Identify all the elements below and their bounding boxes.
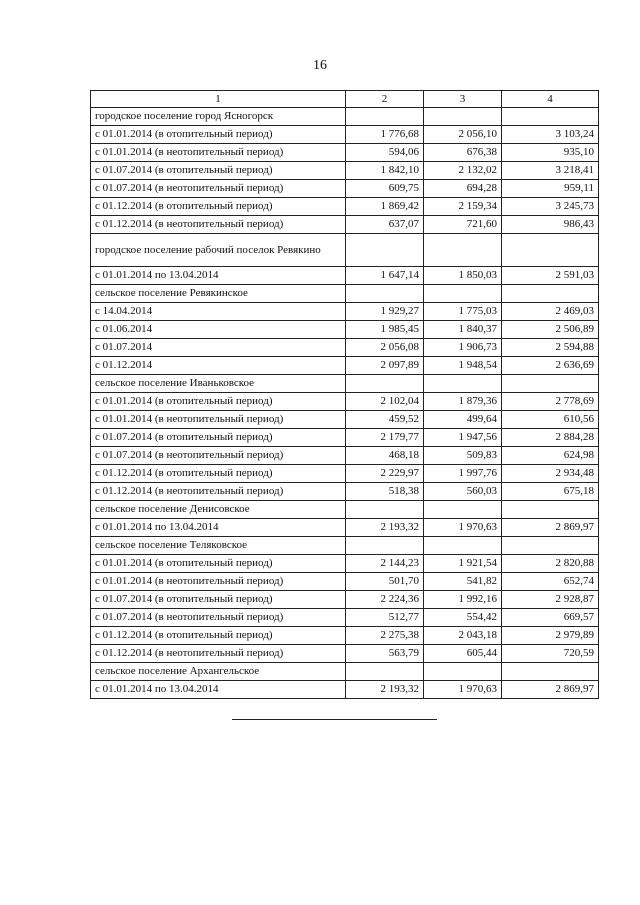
tariff-value: 3 245,73 — [502, 198, 599, 216]
table-row — [91, 267, 599, 285]
tariff-value: 518,38 — [346, 483, 424, 501]
empty-cell — [424, 663, 502, 681]
table-row — [91, 126, 599, 144]
period-label: с 01.01.2014 по 13.04.2014 — [91, 681, 346, 699]
tariff-value: 1 921,54 — [424, 555, 502, 573]
tariff-value: 935,10 — [502, 144, 599, 162]
period-label: с 01.07.2014 (в отопительный период) — [91, 429, 346, 447]
empty-cell — [502, 375, 599, 393]
table-row — [91, 645, 599, 663]
period-label: с 01.01.2014 (в отопительный период) — [91, 555, 346, 573]
tariff-value: 2 884,28 — [502, 429, 599, 447]
section-row — [91, 375, 599, 393]
tariff-value: 609,75 — [346, 180, 424, 198]
tariff-value: 2 934,48 — [502, 465, 599, 483]
empty-cell — [346, 234, 424, 267]
empty-cell — [424, 285, 502, 303]
tariff-value: 2 056,08 — [346, 339, 424, 357]
tariff-value: 1 869,42 — [346, 198, 424, 216]
section-row — [91, 501, 599, 519]
tariff-value: 554,42 — [424, 609, 502, 627]
section-title: сельское поселение Иваньковское — [91, 375, 346, 393]
period-label: с 01.01.2014 (в отопительный период) — [91, 393, 346, 411]
table-row — [91, 162, 599, 180]
section-title: городское поселение город Ясногорск — [91, 108, 346, 126]
empty-cell — [502, 663, 599, 681]
empty-cell — [424, 234, 502, 267]
tariff-value: 2 469,03 — [502, 303, 599, 321]
table-row — [91, 447, 599, 465]
table-row — [91, 591, 599, 609]
empty-cell — [502, 285, 599, 303]
period-label: с 01.01.2014 (в неотопительный период) — [91, 573, 346, 591]
tariff-value: 2 869,97 — [502, 681, 599, 699]
tariff-value: 1 906,73 — [424, 339, 502, 357]
tariff-value: 1 948,54 — [424, 357, 502, 375]
tariff-value: 2 229,97 — [346, 465, 424, 483]
tariff-value: 3 218,41 — [502, 162, 599, 180]
tariff-value: 509,83 — [424, 447, 502, 465]
empty-cell — [346, 663, 424, 681]
period-label: с 01.12.2014 (в неотопительный период) — [91, 483, 346, 501]
tariff-value: 2 159,34 — [424, 198, 502, 216]
section-row — [91, 285, 599, 303]
empty-cell — [346, 375, 424, 393]
table-row — [91, 216, 599, 234]
period-label: с 01.01.2014 (в неотопительный период) — [91, 144, 346, 162]
table-row — [91, 357, 599, 375]
tariff-value: 605,44 — [424, 645, 502, 663]
tariff-value: 694,28 — [424, 180, 502, 198]
tariff-value: 2 193,32 — [346, 681, 424, 699]
tariff-value: 2 778,69 — [502, 393, 599, 411]
tariff-value: 1 985,45 — [346, 321, 424, 339]
tariff-value: 610,56 — [502, 411, 599, 429]
section-row — [91, 663, 599, 681]
tariff-value: 624,98 — [502, 447, 599, 465]
table-row — [91, 321, 599, 339]
table-row — [91, 198, 599, 216]
section-row — [91, 108, 599, 126]
period-label: с 01.12.2014 (в отопительный период) — [91, 627, 346, 645]
column-header: 1 — [91, 91, 346, 108]
tariff-value: 652,74 — [502, 573, 599, 591]
section-title: сельское поселение Теляковское — [91, 537, 346, 555]
table-row — [91, 393, 599, 411]
tariff-value: 2 979,89 — [502, 627, 599, 645]
section-title: сельское поселение Архангельское — [91, 663, 346, 681]
empty-cell — [346, 537, 424, 555]
tariff-value: 2 043,18 — [424, 627, 502, 645]
tariff-value: 1 647,14 — [346, 267, 424, 285]
table-row — [91, 144, 599, 162]
tariff-value: 637,07 — [346, 216, 424, 234]
empty-cell — [502, 234, 599, 267]
tariff-value: 1 997,76 — [424, 465, 502, 483]
tariff-value: 676,38 — [424, 144, 502, 162]
table-row — [91, 627, 599, 645]
period-label: с 01.07.2014 — [91, 339, 346, 357]
empty-cell — [346, 285, 424, 303]
period-label: с 01.12.2014 (в отопительный период) — [91, 465, 346, 483]
tariff-value: 669,57 — [502, 609, 599, 627]
tariff-value: 512,77 — [346, 609, 424, 627]
tariff-value: 2 193,32 — [346, 519, 424, 537]
period-label: с 01.12.2014 (в отопительный период) — [91, 198, 346, 216]
tariff-value: 2 594,88 — [502, 339, 599, 357]
empty-cell — [424, 108, 502, 126]
table-row — [91, 339, 599, 357]
period-label: с 01.07.2014 (в отопительный период) — [91, 591, 346, 609]
tariff-value: 1 775,03 — [424, 303, 502, 321]
tariff-value: 2 591,03 — [502, 267, 599, 285]
section-title: сельское поселение Ревякинское — [91, 285, 346, 303]
tariff-value: 2 224,36 — [346, 591, 424, 609]
tariff-value: 541,82 — [424, 573, 502, 591]
empty-cell — [502, 501, 599, 519]
period-label: с 01.12.2014 (в неотопительный период) — [91, 216, 346, 234]
period-label: с 01.12.2014 — [91, 357, 346, 375]
period-label: с 01.07.2014 (в неотопительный период) — [91, 447, 346, 465]
tariff-value: 721,60 — [424, 216, 502, 234]
column-header: 3 — [424, 91, 502, 108]
tariff-value: 1 947,56 — [424, 429, 502, 447]
empty-cell — [346, 501, 424, 519]
section-title: сельское поселение Денисовское — [91, 501, 346, 519]
tariff-value: 2 869,97 — [502, 519, 599, 537]
tariff-value: 675,18 — [502, 483, 599, 501]
table-row — [91, 411, 599, 429]
column-header: 4 — [502, 91, 599, 108]
table-row — [91, 609, 599, 627]
section-title: городское поселение рабочий поселок Ревякино — [91, 234, 346, 267]
tariff-value: 468,18 — [346, 447, 424, 465]
tariff-value: 2 056,10 — [424, 126, 502, 144]
end-of-document-rule — [232, 719, 437, 720]
table-row — [91, 180, 599, 198]
tariff-value: 2 179,77 — [346, 429, 424, 447]
table-row — [91, 303, 599, 321]
period-label: с 01.12.2014 (в неотопительный период) — [91, 645, 346, 663]
tariff-value: 1 970,63 — [424, 681, 502, 699]
table-row — [91, 519, 599, 537]
tariff-table — [90, 90, 599, 699]
tariff-value: 1 992,16 — [424, 591, 502, 609]
table-row — [91, 465, 599, 483]
empty-cell — [424, 537, 502, 555]
tariff-value: 959,11 — [502, 180, 599, 198]
tariff-value: 1 776,68 — [346, 126, 424, 144]
empty-cell — [346, 108, 424, 126]
period-label: с 01.07.2014 (в неотопительный период) — [91, 180, 346, 198]
tariff-value: 459,52 — [346, 411, 424, 429]
tariff-value: 1 929,27 — [346, 303, 424, 321]
tariff-value: 560,03 — [424, 483, 502, 501]
period-label: с 14.04.2014 — [91, 303, 346, 321]
tariff-value: 3 103,24 — [502, 126, 599, 144]
column-header: 2 — [346, 91, 424, 108]
section-row — [91, 234, 599, 267]
period-label: с 01.07.2014 (в отопительный период) — [91, 162, 346, 180]
section-row — [91, 537, 599, 555]
tariff-value: 2 636,69 — [502, 357, 599, 375]
tariff-value: 2 506,89 — [502, 321, 599, 339]
period-label: с 01.01.2014 (в отопительный период) — [91, 126, 346, 144]
tariff-value: 2 097,89 — [346, 357, 424, 375]
tariff-value: 986,43 — [502, 216, 599, 234]
tariff-value: 563,79 — [346, 645, 424, 663]
period-label: с 01.01.2014 (в неотопительный период) — [91, 411, 346, 429]
tariff-value: 720,59 — [502, 645, 599, 663]
tariff-value: 499,64 — [424, 411, 502, 429]
tariff-value: 2 275,38 — [346, 627, 424, 645]
tariff-value: 2 144,23 — [346, 555, 424, 573]
table-row — [91, 429, 599, 447]
empty-cell — [502, 537, 599, 555]
table-header-row — [91, 91, 599, 108]
tariff-value: 594,06 — [346, 144, 424, 162]
tariff-value: 1 850,03 — [424, 267, 502, 285]
tariff-value: 2 132,02 — [424, 162, 502, 180]
tariff-value: 1 970,63 — [424, 519, 502, 537]
empty-cell — [424, 375, 502, 393]
period-label: с 01.01.2014 по 13.04.2014 — [91, 519, 346, 537]
table-row — [91, 555, 599, 573]
tariff-value: 2 102,04 — [346, 393, 424, 411]
period-label: с 01.01.2014 по 13.04.2014 — [91, 267, 346, 285]
period-label: с 01.07.2014 (в неотопительный период) — [91, 609, 346, 627]
empty-cell — [502, 108, 599, 126]
tariff-value: 1 840,37 — [424, 321, 502, 339]
tariff-value: 2 820,88 — [502, 555, 599, 573]
table-row — [91, 483, 599, 501]
table-row — [91, 681, 599, 699]
page-number: 16 — [313, 58, 327, 73]
tariff-value: 1 842,10 — [346, 162, 424, 180]
tariff-value: 1 879,36 — [424, 393, 502, 411]
period-label: с 01.06.2014 — [91, 321, 346, 339]
empty-cell — [424, 501, 502, 519]
table-row — [91, 573, 599, 591]
tariff-value: 2 928,87 — [502, 591, 599, 609]
tariff-value: 501,70 — [346, 573, 424, 591]
tariff-table-body — [91, 91, 599, 699]
